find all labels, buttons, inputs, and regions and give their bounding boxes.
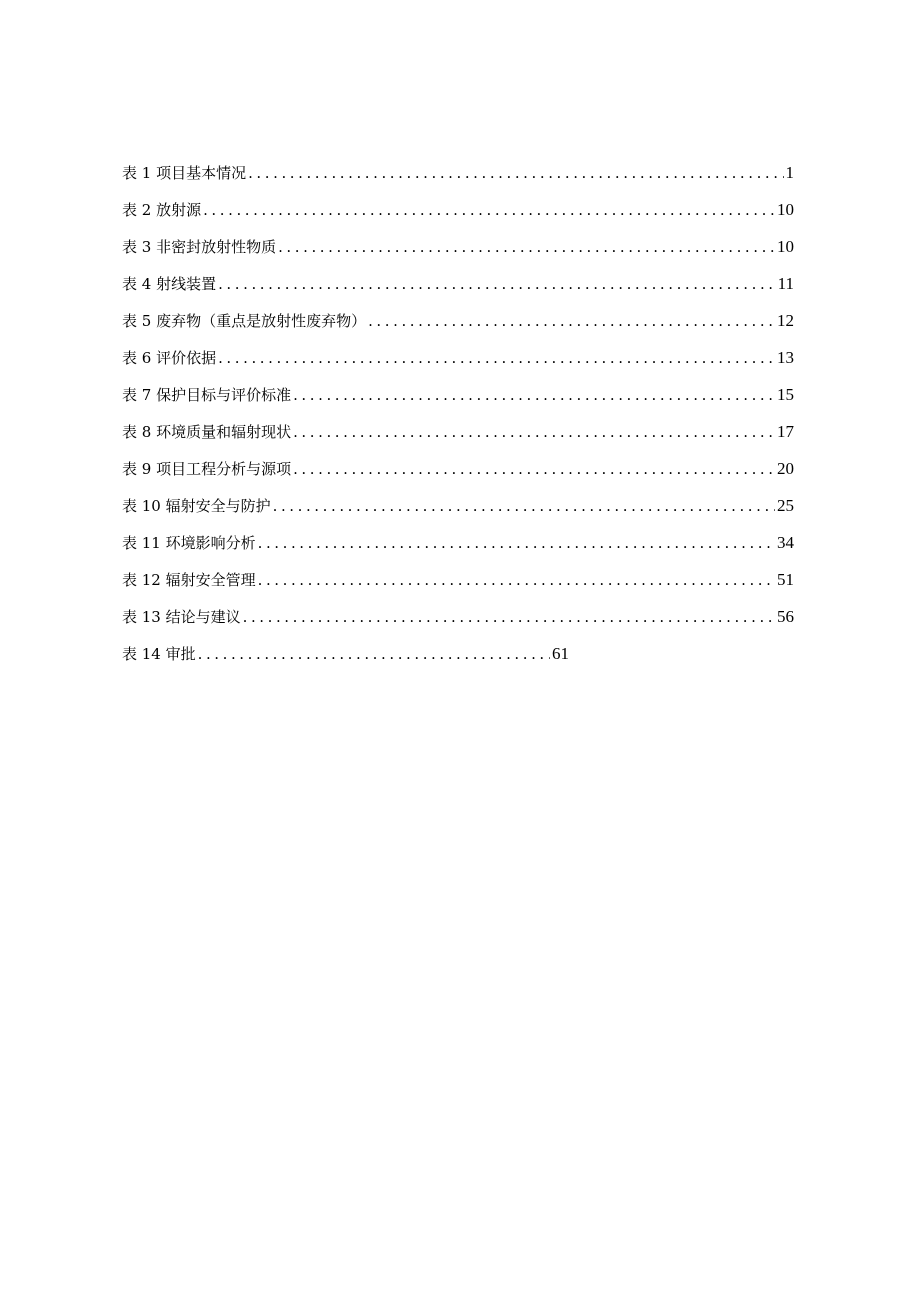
toc-entry[interactable] [122,419,794,456]
toc-entry-page: 13 [777,348,794,367]
toc-entry-title: 表 5 废弃物（重点是放射性废弃物） [122,312,367,330]
toc-entry-page: 34 [777,533,794,552]
toc-entry-title: 表 12 辐射安全管理 [122,571,256,589]
toc-entry[interactable] [122,604,794,641]
toc-dot-leader [243,604,775,630]
toc-dot-leader [368,308,775,334]
toc-entry[interactable] [122,493,794,530]
toc-dot-leader [278,234,775,260]
toc-entry[interactable] [122,345,794,382]
toc-dot-leader [248,160,783,186]
toc-entry[interactable] [122,567,794,604]
toc-entry-page: 10 [777,237,794,256]
toc-entry-title: 表 1 项目基本情况 [122,164,247,182]
toc-dot-leader [258,567,775,593]
toc-dot-leader [273,493,775,519]
toc-entry-title: 表 2 放射源 [122,201,202,219]
toc-entry-page: 11 [777,274,794,293]
toc-entry-page: 25 [777,496,794,515]
toc-entry-title: 表 4 射线装置 [122,275,217,293]
toc-entry[interactable] [122,160,794,197]
toc-entry-title: 表 14 审批 [122,645,196,663]
toc-entry-page: 10 [777,200,794,219]
toc-entry[interactable] [122,308,794,345]
toc-dot-leader [293,456,775,482]
toc-entry[interactable] [122,530,794,567]
toc-entry-title: 表 6 评价依据 [122,349,217,367]
toc-dot-leader [218,271,776,297]
toc-entry-page: 12 [777,311,794,330]
toc-entry-page: 56 [777,607,794,626]
toc-dot-leader [198,641,550,667]
toc-entry[interactable] [122,641,569,678]
toc-entry-page: 61 [552,644,569,663]
toc-entry-page: 51 [777,570,794,589]
toc-entry-title: 表 7 保护目标与评价标准 [122,386,292,404]
toc-entry-title: 表 10 辐射安全与防护 [122,497,271,515]
toc-dot-leader [203,197,775,223]
toc-entry[interactable] [122,234,794,271]
toc-entry[interactable] [122,456,794,493]
toc-entry-title: 表 8 环境质量和辐射现状 [122,423,292,441]
toc-entry-title: 表 13 结论与建议 [122,608,241,626]
toc-entry-page: 20 [777,459,794,478]
toc-entry-title: 表 11 环境影响分析 [122,534,256,552]
toc-entry[interactable] [122,197,794,234]
toc-dot-leader [293,419,775,445]
toc-entry-page: 17 [777,422,794,441]
toc-entry-page: 1 [785,163,794,182]
toc-entry[interactable] [122,271,794,308]
toc-entry[interactable] [122,382,794,419]
toc-entry-page: 15 [777,385,794,404]
toc-dot-leader [218,345,775,371]
toc-dot-leader [293,382,775,408]
toc-entry-title: 表 3 非密封放射性物质 [122,238,277,256]
toc-dot-leader [258,530,775,556]
table-of-contents [122,160,794,678]
toc-entry-title: 表 9 项目工程分析与源项 [122,460,292,478]
